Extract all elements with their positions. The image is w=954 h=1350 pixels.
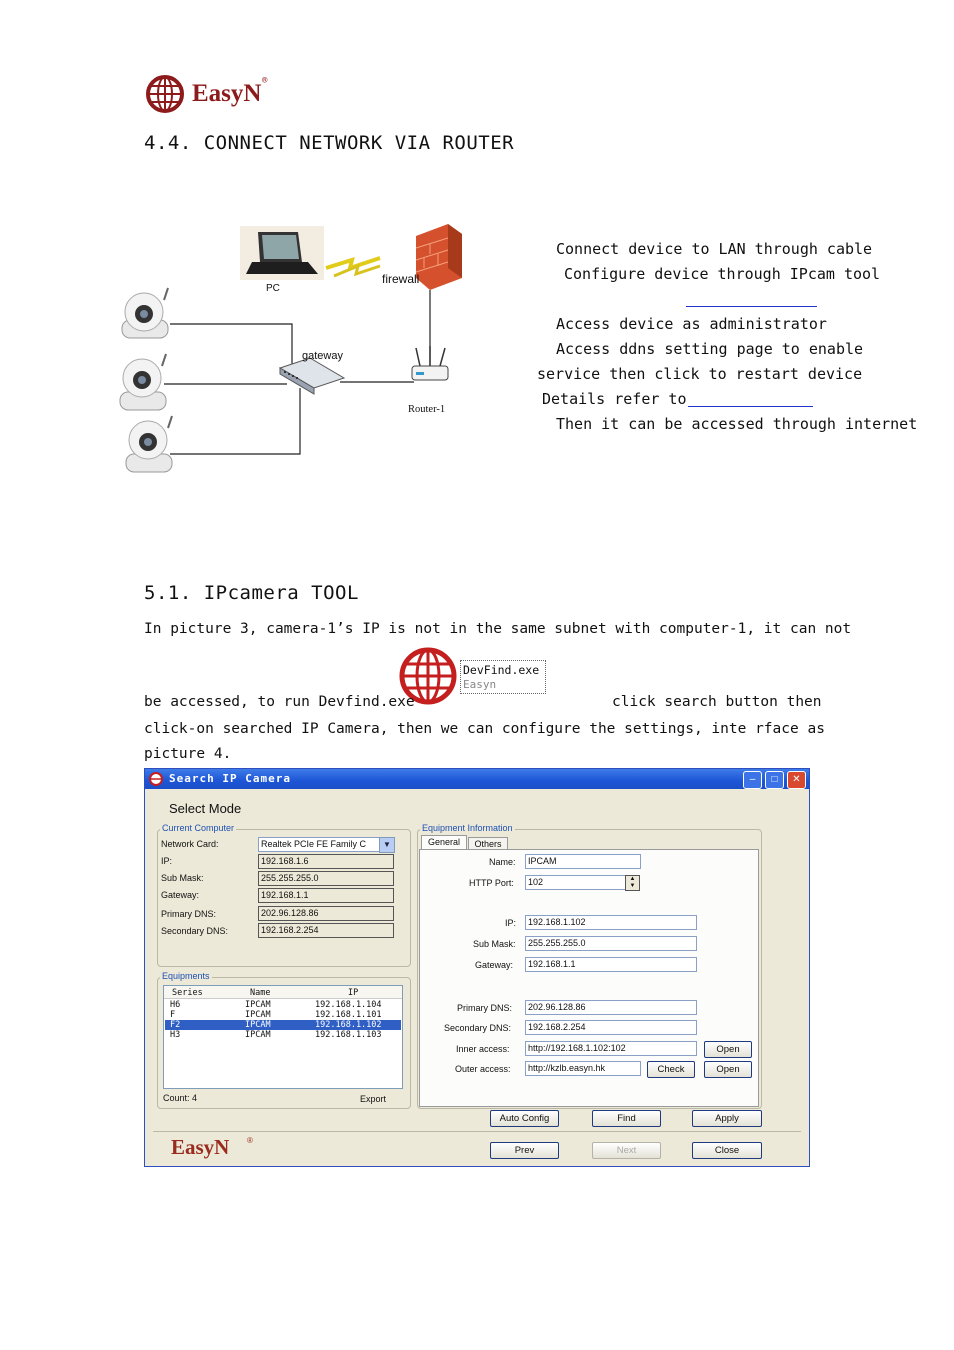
network-diagram (112, 218, 482, 480)
step-line-3: Access device as administrator (556, 315, 827, 333)
column-header-ip[interactable]: IP (348, 988, 359, 998)
ip-camera-icon (120, 354, 166, 410)
prev-button[interactable]: Prev (490, 1142, 559, 1159)
row-series: H3 (170, 1030, 181, 1040)
window-title: Search IP Camera (169, 772, 291, 785)
export-link[interactable]: Export (360, 1094, 387, 1104)
row-ip: 192.168.1.104 (315, 1000, 382, 1010)
row-series: F (170, 1010, 176, 1020)
paragraph-line-2b: click search button then (612, 694, 822, 710)
devfind-subtitle: Easyn (463, 678, 497, 691)
secondary-dns-field: 192.168.2.254 (258, 923, 394, 938)
window-divider (153, 1131, 801, 1132)
port-spinner-icon[interactable]: ▲ ▼ (625, 875, 640, 891)
http-port-input[interactable]: 102 (525, 875, 627, 890)
next-button[interactable]: Next (592, 1142, 661, 1159)
row-name: IPCAM (245, 1030, 271, 1040)
step-line-5: service then click to restart device (537, 365, 863, 383)
router-icon (412, 346, 448, 380)
paragraph-line-1: In picture 3, camera-1’s IP is not in the same subnet with computer-1, it can not (144, 621, 852, 637)
info-primary-dns-label: Primary DNS: (457, 1003, 513, 1013)
table-row[interactable] (165, 1030, 401, 1040)
diagram-label-firewall: firewall (382, 272, 420, 286)
table-row[interactable] (165, 1010, 401, 1020)
equipments-label: Equipments (162, 971, 210, 981)
primary-dns-label: Primary DNS: (161, 909, 217, 919)
diagram-label-pc: PC (266, 283, 280, 294)
info-ip-input[interactable]: 192.168.1.102 (525, 915, 697, 930)
network-card-select[interactable]: Realtek PCIe FE Family C (258, 837, 380, 852)
secondary-dns-label: Secondary DNS: (161, 926, 229, 936)
easyn-logo (146, 74, 276, 114)
info-sub-mask-label: Sub Mask: (473, 939, 516, 949)
find-button[interactable]: Find (592, 1110, 661, 1127)
outer-access-label: Outer access: (455, 1064, 511, 1074)
section-heading-ipcamera-tool: 5.1. IPcamera TOOL (144, 582, 359, 604)
primary-dns-field: 202.96.128.86 (258, 906, 394, 921)
row-name: IPCAM (245, 1000, 271, 1010)
row-ip: 192.168.1.101 (315, 1010, 382, 1020)
row-ip: 192.168.1.103 (315, 1030, 382, 1040)
row-name: IPCAM (245, 1010, 271, 1020)
info-ip-label: IP: (505, 918, 517, 928)
table-row[interactable] (165, 1000, 401, 1010)
search-ip-camera-window (144, 768, 810, 1167)
logo-text: EasyN (192, 80, 262, 107)
current-computer-label: Current Computer (162, 823, 235, 833)
table-row-selected[interactable] (165, 1020, 401, 1030)
gateway-field: 192.168.1.1 (258, 888, 394, 903)
row-name: IPCAM (245, 1020, 271, 1030)
close-icon[interactable]: ✕ (787, 771, 806, 789)
row-series: F2 (170, 1020, 181, 1030)
http-port-label: HTTP Port: (469, 878, 514, 888)
section-heading-router: 4.4. CONNECT NETWORK VIA ROUTER (144, 132, 515, 154)
gateway-label: Gateway: (161, 890, 200, 900)
info-secondary-dns-label: Secondary DNS: (444, 1023, 512, 1033)
info-gateway-label: Gateway: (475, 960, 514, 970)
info-sub-mask-input[interactable]: 255.255.255.0 (525, 936, 697, 951)
diagram-label-router: Router-1 (408, 404, 446, 415)
apply-button[interactable]: Apply (692, 1110, 762, 1127)
equipments-list[interactable] (163, 985, 403, 1089)
ip-field: 192.168.1.6 (258, 854, 394, 869)
step-line-7: Then it can be accessed through internet (556, 415, 918, 433)
sub-mask-label: Sub Mask: (161, 873, 204, 883)
paragraph-line-2a: be accessed, to run Devfind.exe (144, 694, 415, 710)
info-secondary-dns-input[interactable]: 192.168.2.254 (525, 1020, 697, 1035)
check-button[interactable]: Check (647, 1061, 695, 1078)
select-mode-title: Select Mode (169, 801, 242, 816)
outer-access-input[interactable]: http://kzlb.easyn.hk (525, 1061, 641, 1076)
app-icon (149, 772, 163, 786)
globe-logo-icon (146, 74, 186, 114)
column-header-name[interactable]: Name (250, 988, 271, 998)
count-label: Count: 4 (163, 1093, 198, 1103)
devfind-shortcut[interactable] (398, 644, 548, 708)
window-brand-mark: ® (247, 1136, 253, 1145)
details-link-underline[interactable] (688, 406, 813, 407)
devfind-title: DevFind.exe (463, 663, 540, 677)
info-gateway-input[interactable]: 192.168.1.1 (525, 957, 697, 972)
sub-mask-field: 255.255.255.0 (258, 871, 394, 886)
inner-access-input[interactable]: http://192.168.1.102:102 (525, 1041, 697, 1056)
close-button[interactable]: Close (692, 1142, 762, 1159)
equipment-information-label: Equipment Information (422, 823, 513, 833)
paragraph-line-4: picture 4. (144, 746, 232, 762)
pc-laptop-icon (240, 226, 324, 280)
window-brand: EasyN (171, 1135, 230, 1159)
info-primary-dns-input[interactable]: 202.96.128.86 (525, 1000, 697, 1015)
chevron-down-icon[interactable]: ▼ (379, 837, 395, 853)
name-label: Name: (489, 857, 516, 867)
auto-config-button[interactable]: Auto Config (490, 1110, 559, 1127)
column-header-series[interactable]: Series (172, 988, 203, 998)
network-card-label: Network Card: (161, 839, 219, 849)
step-line-4: Access ddns setting page to enable (556, 340, 864, 358)
tool-link-underline (686, 306, 817, 307)
step-line-2: Configure device through IPcam tool (564, 265, 881, 283)
paragraph-line-3: click-on searched IP Camera, then we can configure the settings, inte rface as (144, 721, 825, 737)
inner-open-button[interactable]: Open (704, 1041, 752, 1058)
tab-others[interactable]: Others (468, 837, 508, 849)
ip-camera-icon (122, 288, 168, 338)
window-titlebar[interactable] (145, 769, 809, 789)
inner-access-label: Inner access: (456, 1044, 510, 1054)
name-input[interactable]: IPCAM (525, 854, 641, 869)
registered-mark: ® (262, 76, 268, 86)
diagram-label-gateway: gateway (302, 350, 343, 362)
row-series: H6 (170, 1000, 181, 1010)
outer-open-button[interactable]: Open (704, 1061, 752, 1078)
step-line-1: Connect device to LAN through cable (556, 240, 873, 258)
tab-general[interactable]: General (421, 835, 467, 849)
minimize-icon[interactable]: – (743, 771, 762, 789)
step-line-6: Details refer to (542, 390, 687, 408)
maximize-icon[interactable]: □ (765, 771, 784, 789)
gateway-switch-icon (280, 358, 344, 394)
ip-camera-icon (126, 416, 172, 472)
row-ip: 192.168.1.102 (315, 1020, 382, 1030)
firewall-icon (416, 224, 462, 290)
ip-label: IP: (161, 856, 173, 866)
